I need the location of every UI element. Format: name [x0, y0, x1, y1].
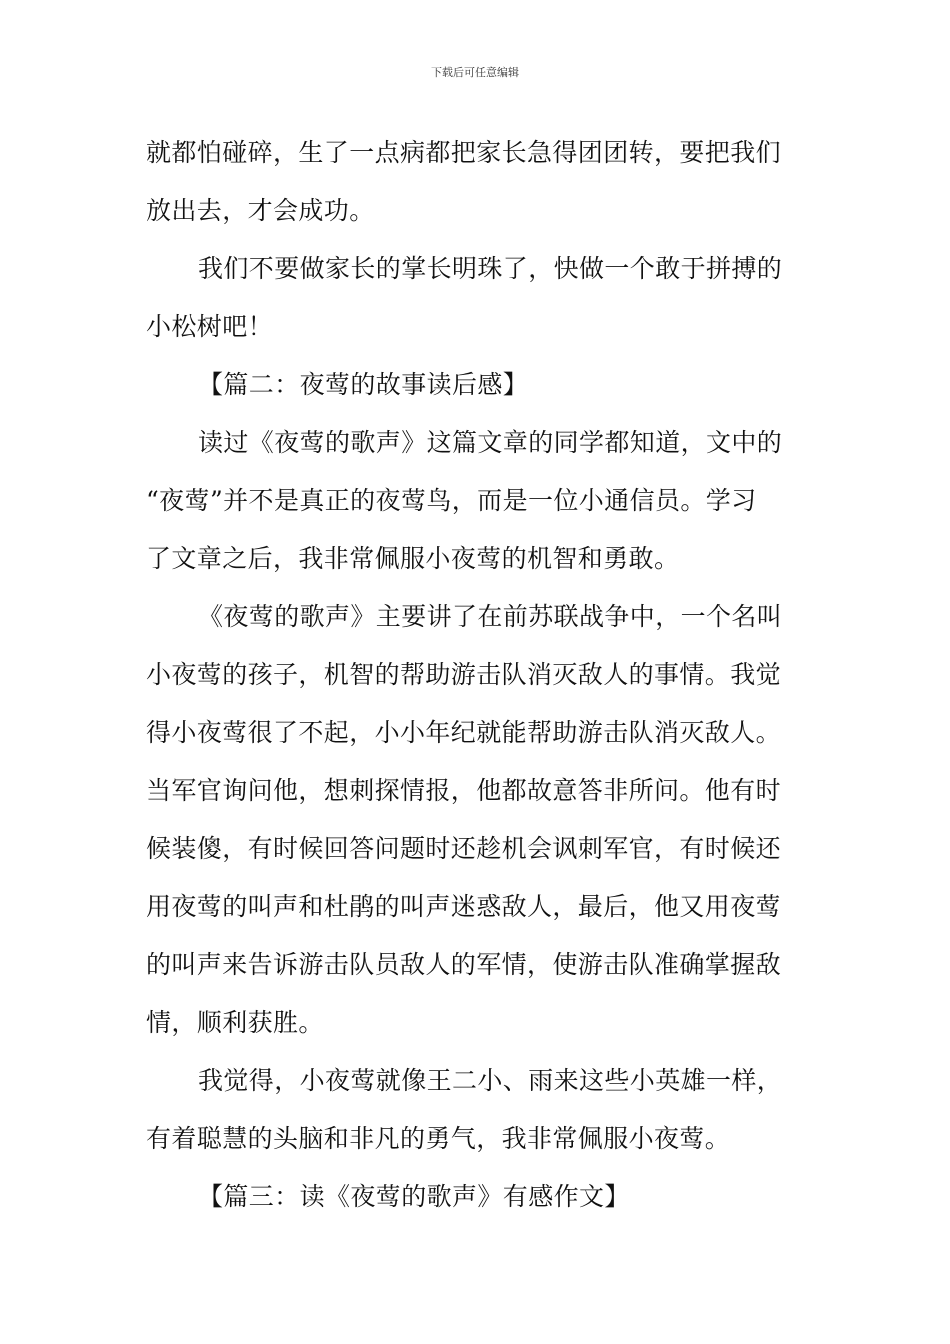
text-line: 有着聪慧的头脑和非凡的勇气，我非常佩服小夜莺。: [146, 1124, 731, 1153]
text-line: 得小夜莺很了不起，小小年纪就能帮助游击队消灭敌人。: [146, 718, 782, 747]
text-line: 小松树吧！: [146, 312, 274, 341]
text-line: 用夜莺的叫声和杜鹃的叫声迷惑敌人，最后，他又用夜莺: [146, 892, 782, 921]
text-line: 就都怕碰碎，生了一点病都把家长急得团团转，要把我们: [146, 138, 782, 167]
text-line: 我们不要做家长的掌长明珠了，快做一个敢于拼搏的: [198, 254, 783, 283]
text-line: 《夜莺的歌声》主要讲了在前苏联战争中，一个名叫: [198, 602, 783, 631]
text-line: 读过《夜莺的歌声》这篇文章的同学都知道，文中的: [198, 428, 783, 457]
text-line: 当军官询问他，想刺探情报，他都故意答非所问。他有时: [146, 776, 782, 805]
text-line: “夜莺”并不是真正的夜莺鸟，而是一位小通信员。学习: [146, 486, 757, 515]
text-line: 候装傻，有时候回答问题时还趁机会讽刺军官，有时候还: [146, 834, 782, 863]
text-line: 了文章之后，我非常佩服小夜莺的机智和勇敢。: [146, 544, 680, 573]
text-line: 的叫声来告诉游击队员敌人的军情，使游击队准确掌握敌: [146, 950, 782, 979]
text-line: 情，顺利获胜。: [146, 1008, 324, 1037]
document-body: [146, 124, 806, 1226]
text-line: 我觉得，小夜莺就像王二小、雨来这些小英雄一样，: [198, 1066, 783, 1095]
page-header: 下载后可任意编辑: [431, 66, 519, 79]
text-line: 小夜莺的孩子，机智的帮助游击队消灭敌人的事情。我觉: [146, 660, 782, 689]
text-line: 放出去，才会成功。: [146, 196, 375, 225]
section-heading: 【篇二：夜莺的故事读后感】: [198, 370, 529, 399]
section-heading: 【篇三：读《夜莺的歌声》有感作文】: [198, 1182, 630, 1211]
